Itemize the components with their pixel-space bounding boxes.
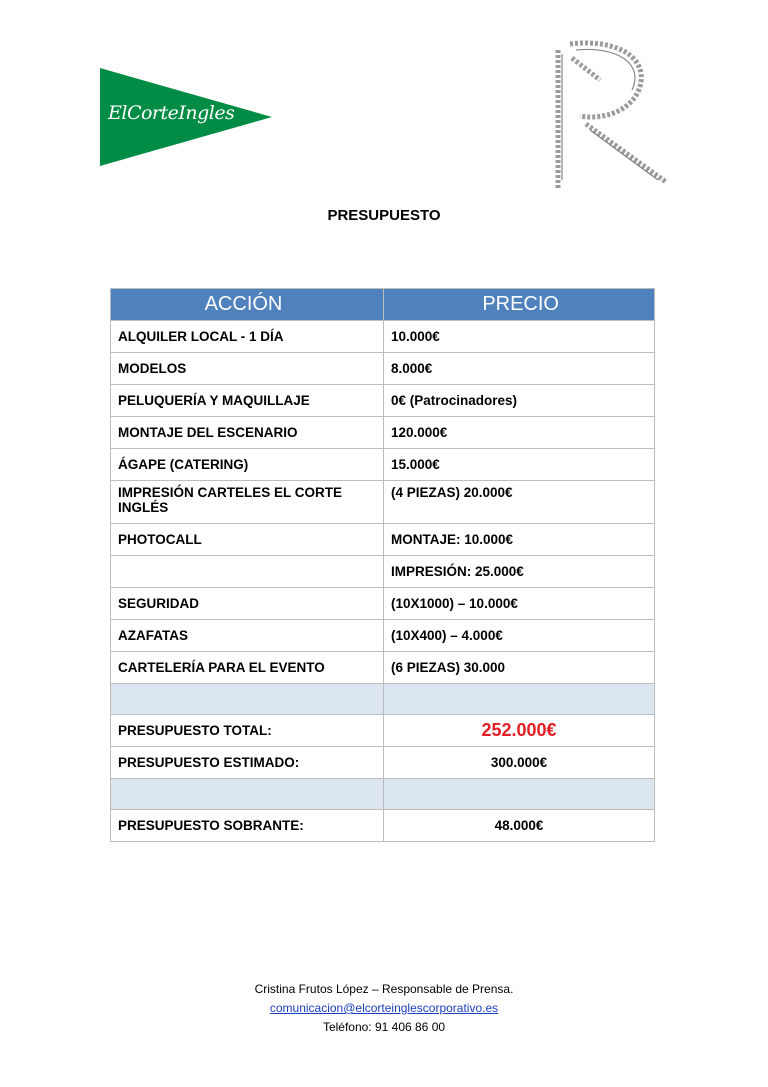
estimated-value: 300.000€: [384, 747, 655, 779]
page-title: PRESUPUESTO: [327, 207, 441, 224]
row-label: IMPRESIÓN CARTELES EL CORTE INGLÉS: [111, 481, 384, 524]
table-row: [111, 588, 655, 620]
row-value: 120.000€: [384, 417, 655, 449]
logo-wordmark: ElCorteIngles: [108, 102, 235, 124]
row-value: IMPRESIÓN: 25.000€: [384, 556, 655, 588]
row-value: (6 PIEZAS) 30.000: [384, 652, 655, 684]
column-header-accion: ACCIÓN: [111, 289, 384, 321]
table-row: [111, 620, 655, 652]
table-row: [111, 321, 655, 353]
table-row: [111, 652, 655, 684]
total-value: 252.000€: [384, 715, 655, 747]
email-link[interactable]: comunicacion@elcorteinglescorporativo.es: [269, 1001, 499, 1015]
row-value: 10.000€: [384, 321, 655, 353]
total-label: PRESUPUESTO TOTAL:: [111, 715, 384, 747]
row-value: (10X1000) – 10.000€: [384, 588, 655, 620]
row-value: MONTAJE: 10.000€: [384, 524, 655, 556]
row-label: ALQUILER LOCAL - 1 DÍA: [111, 321, 384, 353]
table-row: [111, 481, 655, 524]
row-value: (10X400) – 4.000€: [384, 620, 655, 652]
el-corte-ingles-logo: [100, 68, 272, 166]
row-label: MODELOS: [111, 353, 384, 385]
spacer-row: [111, 779, 655, 810]
phone-number: Teléfono: 91 406 86 00: [322, 1020, 446, 1034]
row-label: ÁGAPE (CATERING): [111, 449, 384, 481]
table-row: [111, 353, 655, 385]
column-header-precio: PRECIO: [384, 289, 655, 321]
table-row: [111, 417, 655, 449]
remaining-row: [111, 810, 655, 842]
table-header-row: [111, 289, 655, 321]
row-value: 15.000€: [384, 449, 655, 481]
row-value: 8.000€: [384, 353, 655, 385]
row-label: CARTELERÍA PARA EL EVENTO: [111, 652, 384, 684]
row-label: PELUQUERÍA Y MAQUILLAJE: [111, 385, 384, 417]
total-row: [111, 715, 655, 747]
row-label: PHOTOCALL: [111, 524, 384, 556]
spacer-row: [111, 684, 655, 715]
budget-table: [110, 288, 655, 842]
row-value: (4 PIEZAS) 20.000€: [384, 481, 655, 524]
table-row: [111, 385, 655, 417]
footer: [0, 980, 768, 1037]
row-label: SEGURIDAD: [111, 588, 384, 620]
remaining-value: 48.000€: [384, 810, 655, 842]
estimated-label: PRESUPUESTO ESTIMADO:: [111, 747, 384, 779]
table-row: [111, 556, 655, 588]
row-label: MONTAJE DEL ESCENARIO: [111, 417, 384, 449]
row-label: [111, 556, 384, 588]
remaining-label: PRESUPUESTO SOBRANTE:: [111, 810, 384, 842]
table-row: [111, 449, 655, 481]
row-value: 0€ (Patrocinadores): [384, 385, 655, 417]
word-art-r-logo: [540, 40, 670, 190]
estimated-row: [111, 747, 655, 779]
table-row: [111, 524, 655, 556]
row-label: AZAFATAS: [111, 620, 384, 652]
press-contact: Cristina Frutos López – Responsable de Prensa.: [254, 982, 514, 996]
